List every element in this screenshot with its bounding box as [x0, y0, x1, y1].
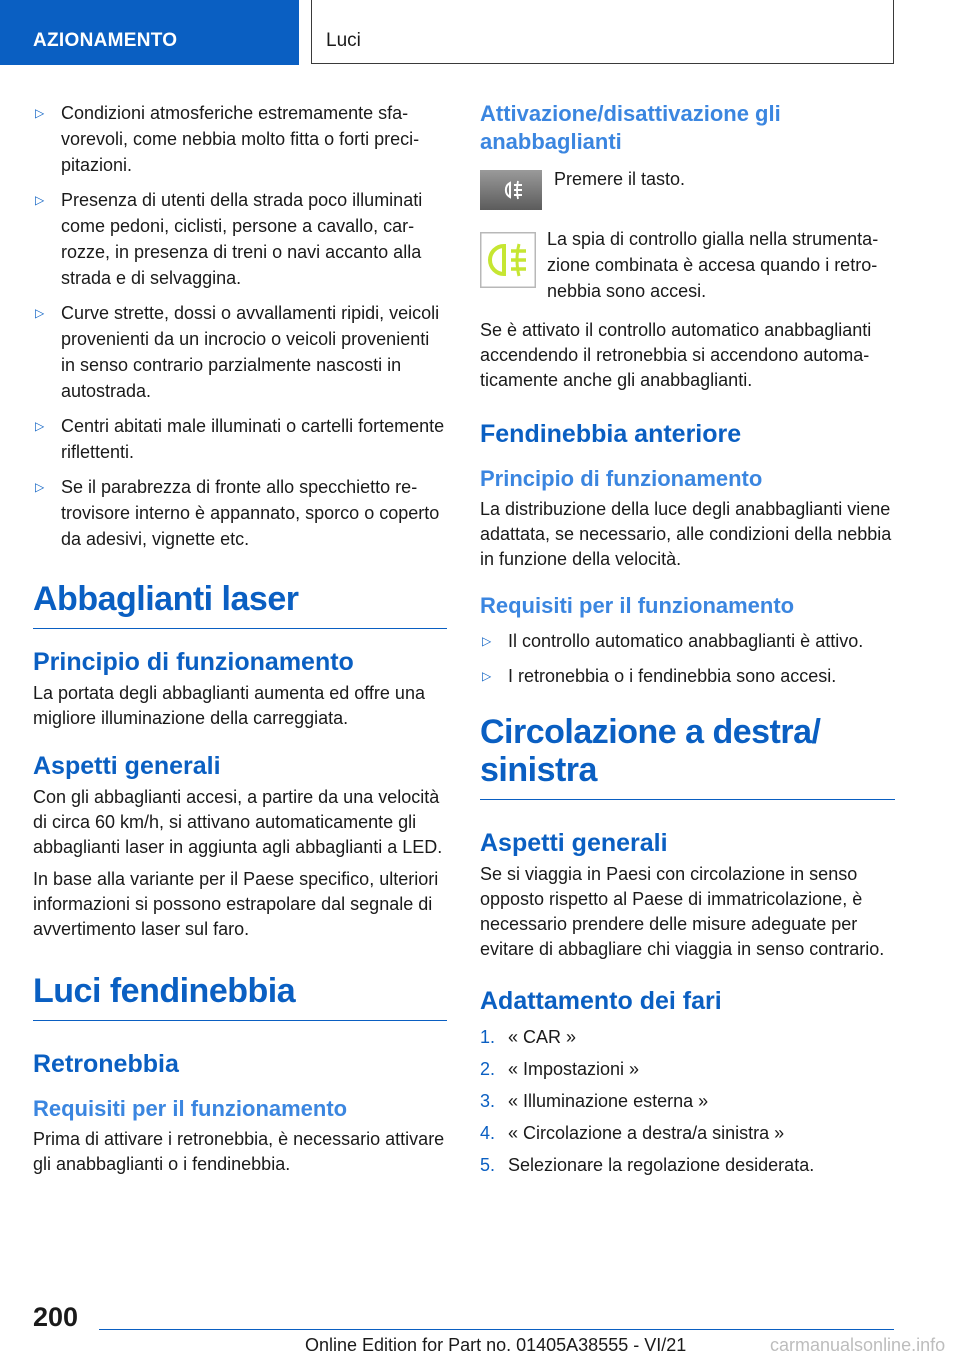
list-item: ▷ Centri abitati male illuminati o cartelli fortemente riflettenti. [33, 413, 447, 465]
rear-fog-indicator-icon [480, 232, 536, 293]
headlight-adapt-heading: Adattamento dei fari [480, 987, 722, 1015]
headlight-adapt-steps [480, 1024, 895, 1178]
section-divider [33, 628, 447, 629]
list-item: ▷ Presenza di utenti della strada poco illuminati come pedoni, ciclisti, persone a cavallo, carrozze, in presenza di treni o navi accanto alla strada e di selvaggina. [33, 187, 447, 291]
rear-fog-requirements-text: Prima di attivare i retronebbia, è necessario attivare gli anabbaglianti o i fendinebbia. [33, 1129, 445, 1174]
triangle-right-icon: ▷ [482, 669, 492, 683]
list-item: ▷ Curve strette, dossi o avvallamenti ripidi, veicoli provenienti da un incrocio o veicoli provenienti in senso contrario parzialmente nascosti in autostrada. [33, 300, 447, 404]
indicator-instruction-text: La spia di controllo gialla nella strumentazione combinata è accesa quando i retronebbia sono accesi. [547, 229, 879, 301]
triangle-right-icon: ▷ [482, 634, 492, 648]
button-instruction [480, 166, 895, 212]
fog-heading: Luci fendinebbia [33, 972, 296, 1010]
activation-heading: Attivazione/disattivazione gli anabbaglianti [480, 101, 781, 154]
header-topic-tab [311, 0, 894, 64]
front-fog-principle-text: La distribuzione della luce degli anabbaglianti viene adattata, se necessario, alle condizioni della nebbia in funzione della velocità. [480, 499, 892, 569]
laser-general-text: Con gli abbaglianti accesi, a partire da una velocità di circa 60 km/h, si attivano automaticamente gli abbaglianti laser in aggiunta agli abbaglianti a LED. [33, 787, 443, 857]
section-divider [480, 799, 895, 800]
topic-title: Luci [326, 30, 361, 51]
list-item: 2. « Impostazioni » [480, 1059, 640, 1079]
section-divider [33, 1020, 447, 1021]
list-item: 1. « CAR » [480, 1027, 577, 1047]
front-fog-heading: Fendinebbia anteriore [480, 420, 742, 448]
traffic-general-text: Se si viaggia in Paesi con circolazione in senso opposto rispetto al Paese di immatricolazione, è necessario prendere delle misure adeguate per evitare di abbagliare chi viaggia in senso contrario. [480, 864, 885, 959]
triangle-right-icon: ▷ [35, 480, 45, 494]
front-fog-principle-heading: Principio di funzionamento [480, 466, 763, 491]
laser-principle-heading: Principio di funzionamento [33, 648, 354, 676]
rear-fog-button-icon [480, 170, 542, 215]
front-fog-requirements-list [480, 628, 895, 689]
list-item: ▷ I retronebbia o i fendinebbia sono accesi. [480, 663, 895, 689]
edition-label: Online Edition for Part no. 01405A38555 - VI/21 [305, 1335, 687, 1355]
list-item: ▷ Condizioni atmosferiche estremamente sfavorevoli, come nebbia molto fitta o forti precipitazioni. [33, 100, 447, 178]
laser-general-heading: Aspetti generali [33, 752, 221, 780]
header-section-tab [0, 0, 299, 65]
traffic-heading: Circolazione a destra/ sinistra [480, 713, 821, 789]
right-column [480, 100, 895, 1184]
auto-control-text: Se è attivato il controllo automatico anabbaglianti accendendo il retronebbia si accendono automaticamente anche gli anabbaglianti. [480, 320, 872, 390]
rear-fog-heading: Retronebbia [33, 1050, 179, 1078]
conditions-list [33, 100, 447, 552]
triangle-right-icon: ▷ [35, 106, 45, 120]
traffic-general-heading: Aspetti generali [480, 829, 668, 857]
watermark: carmanualsonline.info [770, 1335, 946, 1355]
front-fog-requirements-heading: Requisiti per il funzionamento [480, 593, 795, 618]
list-item: 5. Selezionare la regolazione desiderata. [480, 1155, 815, 1175]
triangle-right-icon: ▷ [35, 306, 45, 320]
triangle-right-icon: ▷ [35, 419, 45, 433]
page-number: 200 [33, 1302, 79, 1332]
list-item: ▷ Il controllo automatico anabbaglianti è attivo. [480, 628, 895, 654]
laser-heading: Abbaglianti laser [33, 580, 299, 618]
section-title: AZIONAMENTO [33, 30, 178, 51]
list-item: 4. « Circolazione a destra/a sinistra » [480, 1123, 785, 1143]
button-instruction-text: Premere il tasto. [554, 169, 686, 189]
triangle-right-icon: ▷ [35, 193, 45, 207]
left-column [33, 100, 447, 1184]
list-item: ▷ Se il parabrezza di fronte allo specchietto retrovisore interno è appannato, sporco o coperto da adesivi, vignette etc. [33, 474, 447, 552]
laser-general-text-2: In base alla variante per il Paese specifico, ulteriori informazioni si possono estrapolare dal segnale di avvertimento laser sul faro. [33, 869, 439, 939]
list-item: 3. « Illuminazione esterna » [480, 1091, 709, 1111]
rear-fog-requirements-heading: Requisiti per il funzionamento [33, 1096, 348, 1121]
footer-divider [99, 1329, 894, 1330]
laser-principle-text: La portata degli abbaglianti aumenta ed offre una migliore illuminazione della carreggiata. [33, 683, 425, 728]
indicator-instruction [480, 226, 895, 304]
